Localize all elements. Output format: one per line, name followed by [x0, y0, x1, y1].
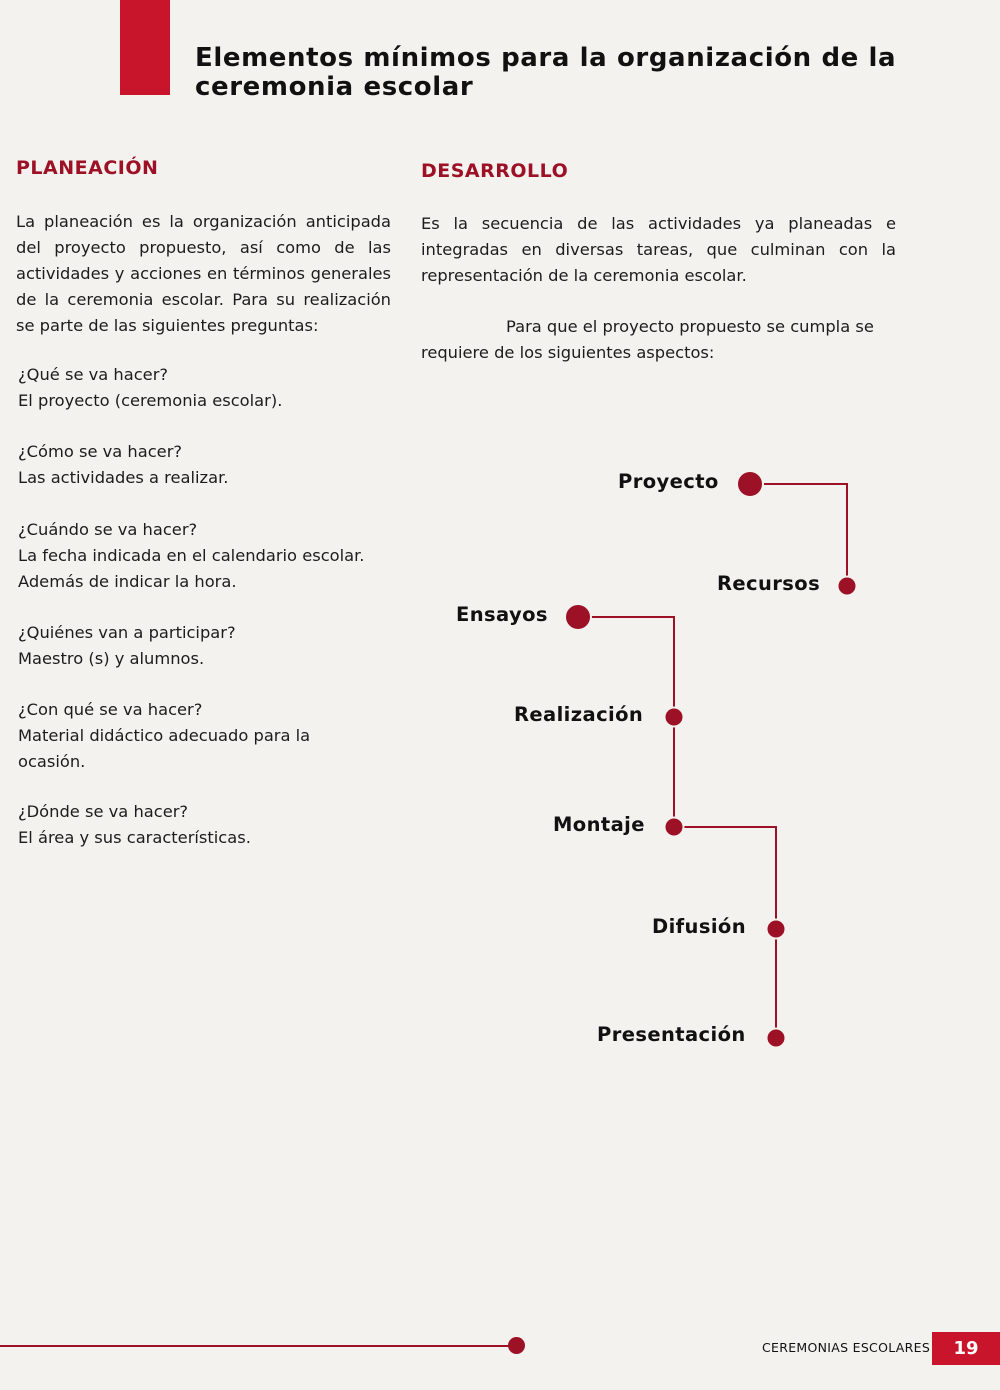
step-label-difusion: Difusión [652, 915, 747, 938]
red-accent-bar [120, 0, 170, 95]
page-number: 19 [932, 1332, 1000, 1365]
answer: Maestro (s) y alumnos. [18, 649, 205, 668]
qa-block [18, 362, 388, 414]
desarrollo-requirement: Para que el proyecto propuesto se cumpla se requiere de los siguientes aspectos: [421, 317, 874, 362]
footer-dot [508, 1337, 525, 1354]
qa-block [18, 799, 388, 851]
answer: Material didáctico adecuado para la ocasión. [18, 726, 311, 771]
step-label-recursos: Recursos [717, 572, 821, 595]
step-label-realizacion: Realización [514, 703, 644, 726]
step-label-presentacion: Presentación [597, 1023, 746, 1046]
footer-label: CEREMONIAS ESCOLARES [762, 1340, 931, 1355]
page-title: Elementos mínimos para la organización de la ceremonia escolar [195, 43, 897, 102]
step-node [838, 577, 857, 596]
question: ¿Dónde se va hacer? [18, 802, 189, 821]
step-node [767, 920, 786, 939]
step-label-montaje: Montaje [553, 813, 645, 836]
qa-block [18, 697, 318, 775]
step-node [665, 708, 684, 727]
step-label-proyecto: Proyecto [618, 470, 719, 493]
planeacion-intro: La planeación es la organización anticipada del proyecto propuesto, así como de las actividades y acciones en términos generales de la ceremonia escolar. Para su realización se parte de las siguientes preguntas: [16, 212, 391, 335]
step-node [767, 1029, 786, 1048]
answer: Las actividades a realizar. [18, 468, 229, 487]
desarrollo-heading: DESARROLLO [421, 160, 569, 182]
step-node [665, 818, 684, 837]
desarrollo-intro: Es la secuencia de las actividades ya planeadas e integradas en diversas tareas, que culminan con la representación de la ceremonia escolar. [421, 214, 896, 285]
step-node [737, 471, 763, 497]
answer: El área y sus características. [18, 828, 251, 847]
question: ¿Qué se va hacer? [18, 365, 169, 384]
question: ¿Con qué se va hacer? [18, 700, 203, 719]
connector-line [750, 484, 847, 586]
answer: La fecha indicada en el calendario escolar. Además de indicar la hora. [18, 546, 365, 591]
step-node [565, 604, 591, 630]
question: ¿Quiénes van a participar? [18, 623, 236, 642]
qa-block [18, 439, 388, 491]
question: ¿Cómo se va hacer? [18, 442, 183, 461]
qa-block [18, 620, 388, 672]
answer: El proyecto (ceremonia escolar). [18, 391, 283, 410]
footer-rule [0, 1345, 515, 1347]
question: ¿Cuándo se va hacer? [18, 520, 198, 539]
qa-block [18, 517, 388, 595]
step-label-ensayos: Ensayos [456, 603, 548, 626]
planeacion-heading: PLANEACIÓN [16, 157, 159, 179]
